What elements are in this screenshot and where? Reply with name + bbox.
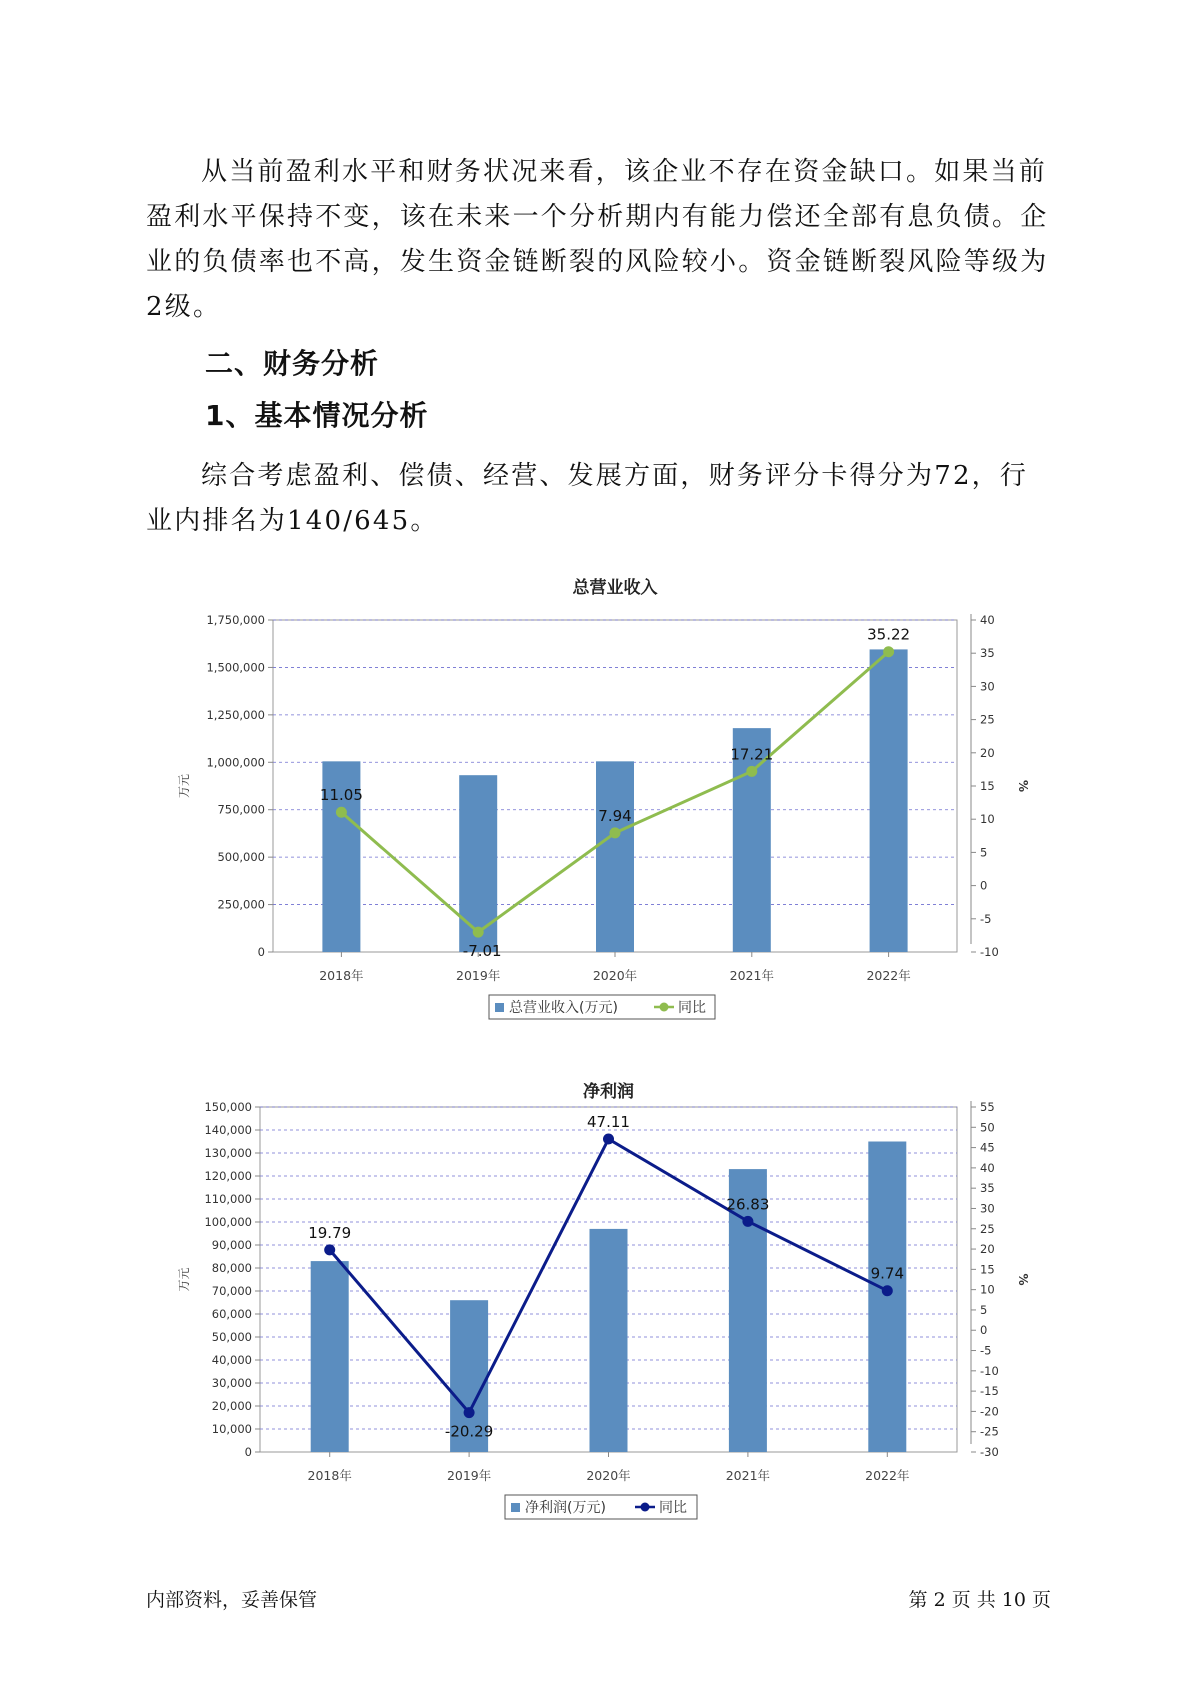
- net-profit-chart-svg: [0, 1062, 1191, 1522]
- y-axis-label: 万元: [177, 773, 191, 799]
- y2-tick-label: 20: [980, 745, 995, 760]
- y-tick-label: 20,000: [211, 1399, 252, 1413]
- legend-line-label: 同比: [659, 1500, 687, 1516]
- bar: [870, 649, 908, 952]
- data-label: 17.21: [730, 745, 774, 764]
- revenue-chart: [0, 565, 1191, 1025]
- y-tick-label: 140,000: [204, 1123, 252, 1137]
- y2-tick-label: 20: [980, 1242, 995, 1257]
- y2-tick-label: 35: [980, 646, 995, 661]
- subsection-heading: 1、基本情况分析: [205, 399, 429, 432]
- legend-line-label: 同比: [678, 1000, 706, 1016]
- footer-page-number: 第 2 页 共 10 页: [908, 1589, 1051, 1611]
- net-profit-chart: [0, 1062, 1191, 1522]
- line-point: [746, 766, 757, 777]
- y-tick-label: 1,750,000: [206, 613, 265, 627]
- bar: [459, 775, 497, 952]
- y-tick-label: 110,000: [204, 1192, 252, 1206]
- y2-tick-label: 5: [980, 845, 988, 860]
- y2-tick-label: -5: [980, 911, 992, 926]
- revenue-chart-svg: [0, 565, 1191, 1025]
- y2-axis-label: %: [1016, 779, 1030, 793]
- data-label: 7.94: [598, 806, 632, 825]
- x-tick-label: 2019年: [446, 1468, 492, 1483]
- y-tick-label: 500,000: [217, 850, 265, 865]
- data-label: 47.11: [587, 1113, 630, 1132]
- y2-tick-label: -30: [980, 1445, 999, 1459]
- y-tick-label: 10,000: [211, 1422, 252, 1436]
- data-label: 26.83: [726, 1195, 770, 1214]
- y-tick-label: 100,000: [204, 1215, 252, 1229]
- y2-tick-label: -5: [980, 1343, 992, 1358]
- y2-tick-label: -15: [980, 1384, 999, 1399]
- y-tick-label: 1,500,000: [206, 660, 265, 675]
- y-tick-label: 50,000: [211, 1330, 252, 1344]
- line-point: [473, 927, 484, 938]
- legend-bar-label: 净利润(万元): [525, 1500, 606, 1516]
- y2-tick-label: 40: [980, 1160, 995, 1175]
- y-tick-label: 120,000: [204, 1169, 252, 1183]
- x-tick-label: 2019年: [456, 968, 501, 983]
- y-tick-label: 40,000: [211, 1353, 252, 1367]
- y-tick-label: 750,000: [217, 802, 265, 817]
- data-label: -20.29: [444, 1422, 494, 1441]
- section-heading: 二、财务分析: [205, 347, 380, 380]
- bar: [868, 1142, 906, 1453]
- y-tick-label: 0: [244, 1445, 252, 1459]
- y-tick-label: 30,000: [211, 1376, 252, 1390]
- data-label: 9.74: [870, 1264, 905, 1283]
- line-point: [742, 1216, 753, 1227]
- y2-tick-label: 0: [980, 1323, 988, 1338]
- x-tick-label: 2022年: [865, 1468, 910, 1483]
- y2-tick-label: -10: [980, 945, 999, 959]
- paragraph-risk-summary: 从当前盈利水平和财务状况来看，该企业不存在资金缺口。如果当前盈利水平保持不变，该在未来一个分析期内有能力偿还全部有息负债。企业的负债率也不高，发生资金链断裂的风险较小。资金链断裂风险等级为2级。: [146, 157, 1049, 322]
- y-tick-label: 90,000: [211, 1238, 252, 1252]
- y-tick-label: 60,000: [211, 1307, 252, 1321]
- y-tick-label: 150,000: [204, 1100, 252, 1114]
- y2-tick-label: -25: [980, 1424, 999, 1439]
- y2-tick-label: 25: [980, 1221, 995, 1236]
- bar: [596, 761, 634, 952]
- data-label: 35.22: [867, 625, 911, 644]
- y2-tick-label: 10: [980, 1282, 995, 1297]
- y2-tick-label: 0: [980, 878, 988, 893]
- data-label: -7.01: [462, 942, 502, 961]
- y-tick-label: 80,000: [211, 1261, 252, 1275]
- line-point: [603, 1134, 614, 1145]
- bar: [311, 1261, 349, 1452]
- x-tick-label: 2020年: [592, 968, 638, 983]
- y-tick-label: 0: [257, 945, 265, 959]
- data-label: 19.79: [308, 1223, 352, 1242]
- y2-axis-label: %: [1016, 1273, 1030, 1286]
- y2-tick-label: 55: [980, 1100, 995, 1114]
- footer-confidential-note: 内部资料，妥善保管: [146, 1589, 318, 1611]
- x-tick-label: 2022年: [866, 968, 911, 983]
- line-point: [324, 1244, 335, 1255]
- y2-tick-label: 30: [980, 679, 995, 694]
- x-tick-label: 2018年: [319, 968, 364, 983]
- chart-title: 总营业收入: [572, 578, 658, 598]
- line-point: [336, 807, 347, 818]
- legend-line-marker: [660, 1003, 669, 1012]
- x-tick-label: 2021年: [729, 968, 774, 983]
- x-tick-label: 2021年: [725, 1468, 771, 1483]
- data-label: 11.05: [319, 786, 363, 805]
- x-tick-label: 2018年: [307, 1468, 352, 1483]
- y-tick-label: 1,250,000: [206, 707, 265, 722]
- y2-tick-label: 40: [980, 613, 995, 627]
- chart-title: 净利润: [583, 1082, 634, 1102]
- line-point: [882, 1285, 893, 1296]
- y2-tick-label: 5: [980, 1302, 988, 1317]
- y2-tick-label: 50: [980, 1120, 995, 1135]
- y-tick-label: 1,000,000: [206, 755, 265, 770]
- y-tick-label: 70,000: [211, 1284, 252, 1298]
- line-point: [464, 1407, 475, 1418]
- legend-bar-label: 总营业收入(万元): [509, 1000, 618, 1016]
- y2-tick-label: 15: [980, 779, 995, 793]
- y2-tick-label: -10: [980, 1363, 999, 1378]
- y-tick-label: 130,000: [204, 1146, 252, 1160]
- line-point: [883, 646, 894, 657]
- y2-tick-label: -20: [980, 1404, 999, 1419]
- legend-line-marker: [641, 1503, 650, 1512]
- bar: [590, 1229, 628, 1452]
- y2-tick-label: 10: [980, 812, 995, 827]
- y2-tick-label: 25: [980, 712, 995, 727]
- x-tick-label: 2020年: [586, 1468, 631, 1483]
- paragraph-scorecard: 综合考虑盈利、偿债、经营、发展方面，财务评分卡得分为72，行业内排名为140/645。: [146, 461, 1029, 536]
- y2-tick-label: 45: [980, 1140, 995, 1155]
- y-axis-label: 万元: [177, 1267, 191, 1292]
- line-point: [610, 827, 621, 838]
- y2-tick-label: 30: [980, 1201, 995, 1216]
- y-tick-label: 250,000: [217, 897, 265, 912]
- y2-tick-label: 35: [980, 1181, 995, 1196]
- y2-tick-label: 15: [980, 1262, 995, 1277]
- legend-bar-swatch: [495, 1003, 504, 1012]
- legend-bar-swatch: [511, 1503, 520, 1512]
